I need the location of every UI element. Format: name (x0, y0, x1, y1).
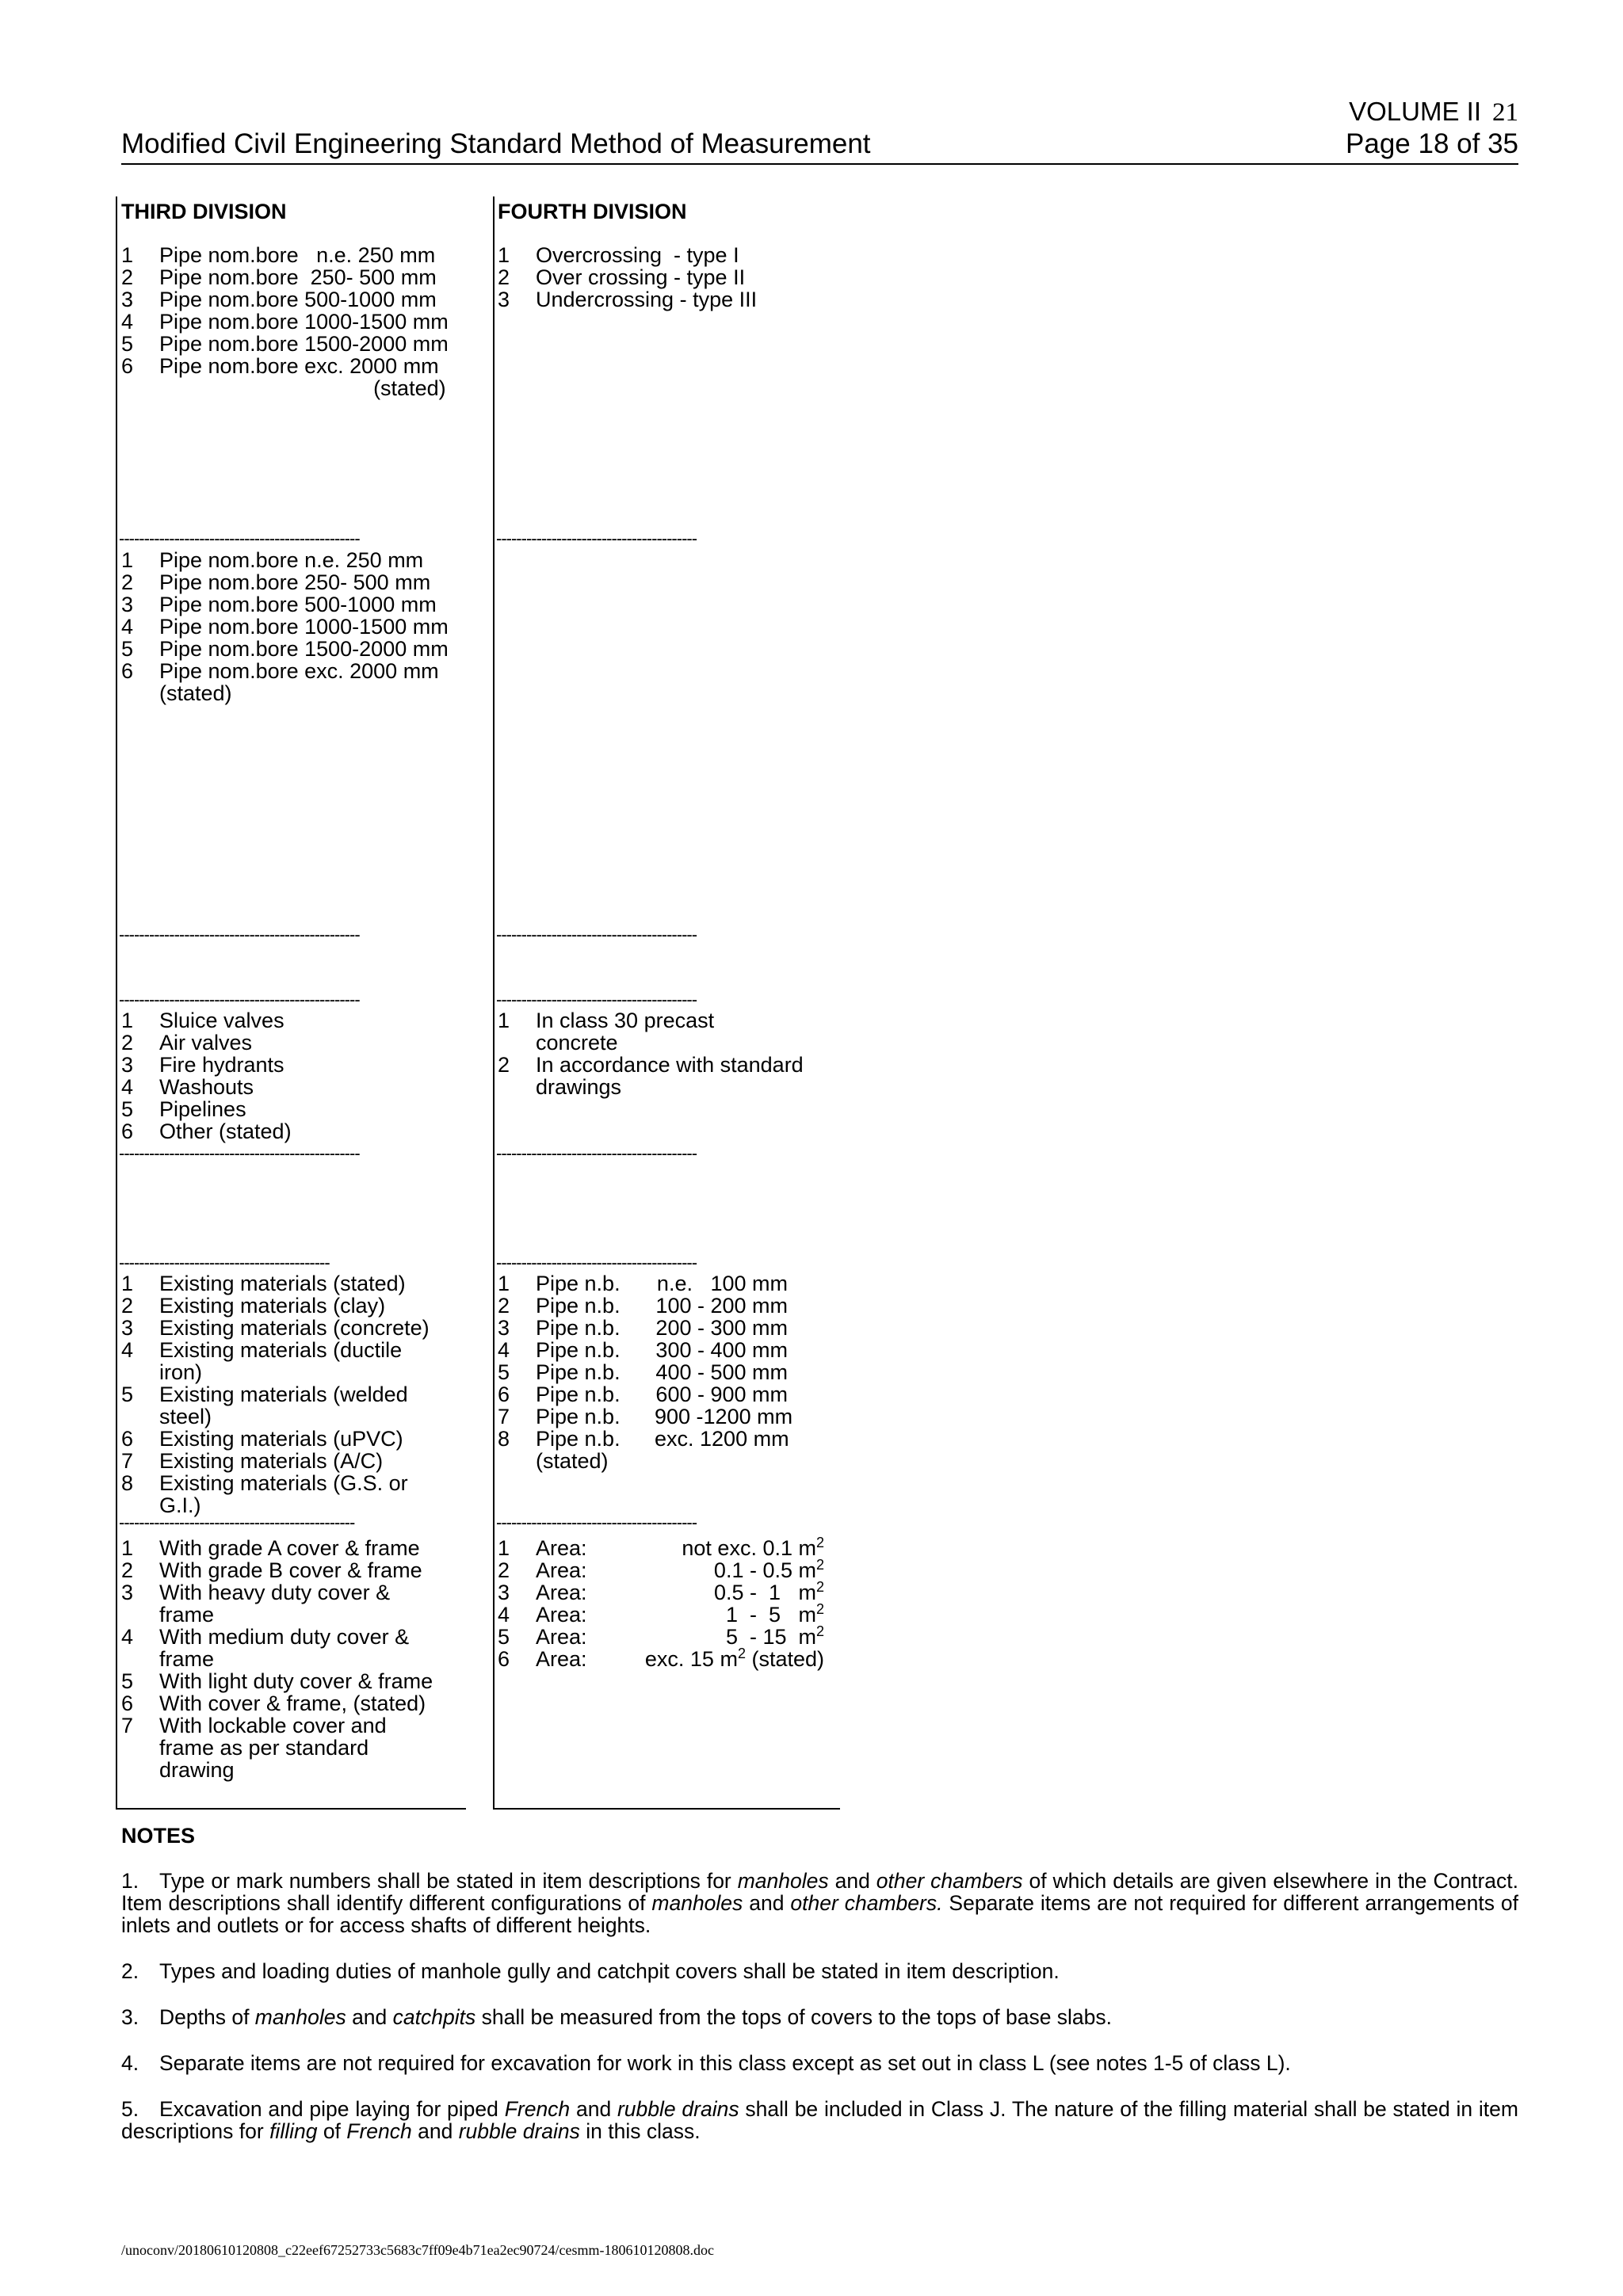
divider-dashes: ------------------------------------------------ (119, 990, 360, 1009)
third-division-block-4 (121, 1272, 470, 1516)
list-item: 3 Existing materials (concrete) (121, 1316, 430, 1340)
divider-dashes: ---------------------------------------- (496, 1513, 697, 1532)
list-item: drawings (536, 1075, 622, 1099)
list-item: 3 Pipe n.b. 200 - 300 mm (498, 1316, 788, 1340)
list-item: 6 Existing materials (uPVC) (121, 1427, 403, 1451)
list-item: drawing (159, 1758, 235, 1782)
list-item: 3 Pipe nom.bore 500-1000 mm (121, 593, 437, 616)
list-item: 6 Pipe n.b. 600 - 900 mm (498, 1383, 788, 1406)
list-item: 5 Existing materials (welded (121, 1383, 408, 1406)
volume-text: VOLUME II (1349, 97, 1481, 126)
third-division-heading: THIRD DIVISION (121, 200, 287, 223)
list-item: 3 Undercrossing - type III (498, 288, 758, 311)
divider-dashes: ------------------------------------------------ (119, 1144, 360, 1163)
list-item: 5 Pipe nom.bore 1500-2000 mm (121, 637, 449, 661)
third-division-block-5 (121, 1537, 470, 1781)
list-item: 3 Pipe nom.bore 500-1000 mm (121, 288, 437, 311)
fourth-division-heading: FOURTH DIVISION (498, 200, 687, 223)
list-item: 3 With heavy duty cover & (121, 1581, 391, 1604)
list-item: frame (159, 1647, 215, 1671)
list-item: 1 Area: not exc. 0.1 $m^2$ (498, 1535, 824, 1560)
list-item: 2 Existing materials (clay) (121, 1294, 386, 1318)
third-division-block-1 (121, 244, 470, 399)
note-3: 3. Depths of manholes and catchpits shall be measured from the tops of covers to the tops of base slabs. (121, 2005, 1113, 2029)
list-item: 2 With grade B cover & frame (121, 1558, 422, 1582)
list-item: 4 Existing materials (ductile (121, 1338, 403, 1362)
list-item: 2 Air valves (121, 1031, 253, 1055)
list-item: (stated) (159, 376, 446, 400)
divider-dashes: ---------------------------------------- (496, 1144, 697, 1163)
list-item: 8 Pipe n.b. exc. 1200 mm (498, 1427, 796, 1451)
list-item: 6 Other (stated) (121, 1119, 292, 1143)
list-item: (stated) (536, 1449, 609, 1473)
fourth-division-bottom-border (493, 1808, 840, 1810)
list-item: 2 Over crossing - type II (498, 265, 746, 289)
fourth-division-block-5 (498, 1537, 831, 1670)
list-item: 1 Pipe n.b. n.e. 100 mm (498, 1272, 788, 1295)
list-item: 5 Pipe n.b. 400 - 500 mm (498, 1360, 788, 1384)
list-item: 7 Pipe n.b. 900 -1200 mm (498, 1405, 793, 1428)
list-item: 5 Pipe nom.bore 1500-2000 mm (121, 332, 449, 356)
third-division-block-2 (121, 549, 470, 704)
list-item: 1 Pipe nom.bore n.e. 250 mm (121, 548, 424, 572)
list-item: 1 Overcrossing - type I (498, 243, 739, 267)
fourth-division-block-1 (498, 244, 831, 311)
list-item: 5 Pipelines (121, 1097, 246, 1121)
list-item: 4 Area: 1 - 5 $m^2$ (498, 1601, 824, 1627)
list-item: steel) (159, 1405, 212, 1428)
list-item: 5 With light duty cover & frame (121, 1669, 433, 1693)
list-item: 2 In accordance with standard (498, 1053, 804, 1077)
divider-dashes: ---------------------------------------- (496, 529, 697, 548)
list-item: 7 With lockable cover and (121, 1714, 387, 1737)
divider-dashes: ---------------------------------------- (496, 1253, 697, 1272)
list-item: 2 Area: 0.1 - 0.5 $m^2$ (498, 1557, 824, 1582)
list-item: G.I.) (159, 1493, 201, 1517)
divider-dashes: ------------------------------------------ (119, 1253, 330, 1272)
note-5: 5. Excavation and pipe laying for piped French and rubble drains shall be included in Class J. The nature of the filling material shall be stated in item descriptions for filling of French and rubble drains in this class. (121, 2097, 1518, 2143)
list-item: frame as per standard (159, 1736, 369, 1760)
list-item: 6 Pipe nom.bore exc. 2000 mm (121, 659, 439, 683)
page-number: Page 18 of 35 (1346, 128, 1518, 159)
list-item: 2 Pipe n.b. 100 - 200 mm (498, 1294, 788, 1318)
list-item: concrete (536, 1031, 618, 1055)
divider-dashes: ------------------------------------------------ (119, 925, 360, 944)
volume-number: 21 (1492, 98, 1518, 127)
list-item: 6 Area: exc. 15 $m^2$ (stated) (498, 1646, 824, 1671)
note-4: 4. Separate items are not required for excavation for work in this class except as set out in class L (see notes 1-5 of class L). (121, 2051, 1291, 2075)
list-item: 1 Sluice valves (121, 1009, 285, 1032)
fourth-division-left-border (493, 196, 495, 1810)
divider-dashes: ----------------------------------------------- (119, 1513, 355, 1532)
list-item: 4 Pipe nom.bore 1000-1500 mm (121, 615, 449, 639)
list-item: 5 Area: 5 - 15 $m^2$ (498, 1623, 824, 1649)
divider-dashes: ---------------------------------------- (496, 990, 697, 1009)
list-item: 7 Existing materials (A/C) (121, 1449, 384, 1473)
list-item: 4 Pipe n.b. 300 - 400 mm (498, 1338, 788, 1362)
list-item: 1 Pipe nom.bore n.e. 250 mm (121, 243, 436, 267)
list-item: iron) (159, 1360, 203, 1384)
divider-dashes: ------------------------------------------------ (119, 529, 360, 548)
list-item: 4 Washouts (121, 1075, 254, 1099)
list-item: 8 Existing materials (G.S. or (121, 1471, 408, 1495)
list-item: 1 In class 30 precast (498, 1009, 715, 1032)
list-item: 1 With grade A cover & frame (121, 1536, 420, 1560)
third-division-left-border (116, 196, 117, 1810)
list-item: 6 With cover & frame, (stated) (121, 1691, 426, 1715)
list-item: 3 Fire hydrants (121, 1053, 285, 1077)
note-2: 2. Types and loading duties of manhole gully and catchpit covers shall be stated in item description. (121, 1959, 1060, 1983)
list-item: 2 Pipe nom.bore 250- 500 mm (121, 570, 431, 594)
page-title: Modified Civil Engineering Standard Method of Measurement (121, 128, 871, 159)
third-division-block-3 (121, 1009, 470, 1142)
list-item: 6 Pipe nom.bore exc. 2000 mm (121, 354, 439, 378)
list-item: 4 With medium duty cover & (121, 1625, 410, 1649)
list-item: 3 Area: 0.5 - 1 $m^2$ (498, 1579, 824, 1604)
list-item: (stated) (159, 681, 232, 705)
note-1: 1. Type or mark numbers shall be stated in item descriptions for manholes and other chambers of which details are given elsewhere in the Contract. Item descriptions shall identify different configurations of manholes and other chambers. Separate items are not required for different arrangements of inlets and outlets or for access shafts of different heights. (121, 1869, 1518, 1937)
header-rule (121, 163, 1518, 165)
list-item: 2 Pipe nom.bore 250- 500 mm (121, 265, 437, 289)
footer-path: /unoconv/20180610120808_c22eef67252733c5683c7ff09e4b71ea2ec90724/cesmm-180610120808.doc (121, 2242, 715, 2258)
list-item: 1 Existing materials (stated) (121, 1272, 406, 1295)
notes-heading: NOTES (121, 1824, 196, 1848)
fourth-division-block-4 (498, 1272, 831, 1472)
list-item: frame (159, 1603, 215, 1627)
fourth-division-block-3 (498, 1009, 831, 1098)
divider-dashes: ---------------------------------------- (496, 925, 697, 944)
list-item: 4 Pipe nom.bore 1000-1500 mm (121, 310, 449, 334)
third-division-bottom-border (116, 1808, 466, 1810)
volume-label (1349, 97, 1518, 128)
